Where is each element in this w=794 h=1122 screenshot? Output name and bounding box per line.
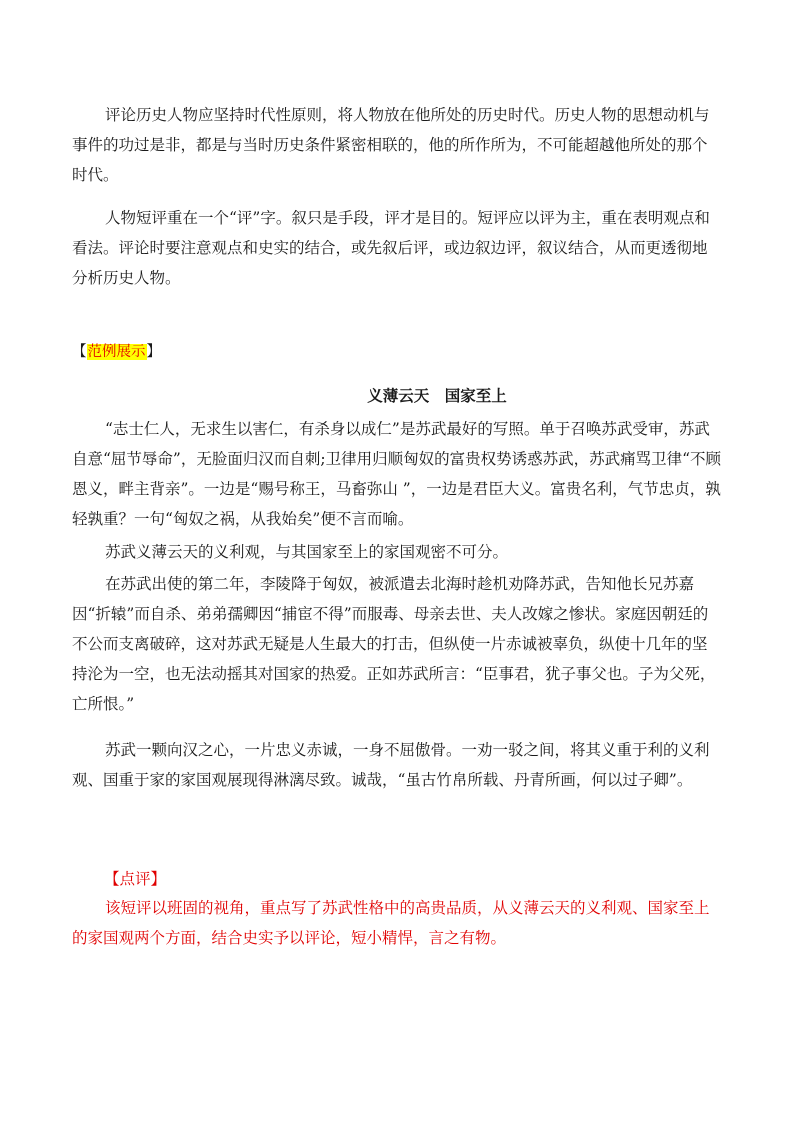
label-bracket-open: 【: [72, 344, 87, 360]
example-label-highlight: 范例展示: [87, 344, 146, 360]
essay-paragraph-3: 在苏武出使的第二年，李陵降于匈奴，被派遣去北海时趁机劝降苏武，告知他长兄苏嘉因“折辕”而自杀、弟弟孺卿因“捕宦不得”而服毒、母亲去世、夫人改嫁之惨状。家庭因朝廷的不公而支离破碎，这对苏武无疑是人生最大的打击，但纵使一片赤诚被辜负，纵使十几年的坚持沦为一空，也无法动摇其对国家的热爱。正如苏武所言：“臣事君，犹子事父也。子为父死，亡所恨。”: [72, 575, 716, 713]
intro-paragraph-1: 评论历史人物应坚持时代性原则，将人物放在他所处的历史时代。历史人物的思想动机与事件的功过是非，都是与当时历史条件紧密相联的，他的所作所为，不可能超越他所处的那个时代。: [72, 106, 710, 184]
essay-title: 义薄云天 国家至上: [367, 386, 507, 405]
label-bracket-close: 】: [146, 344, 161, 360]
essay-paragraph-2: 苏武义薄云天的义利观，与其国家至上的家国观密不可分。: [105, 543, 509, 561]
essay-paragraph-1: “志士仁人，无求生以害仁，有杀身以成仁”是苏武最好的写照。单于召唤苏武受审，苏武自意“屈节辱命”，无脸面归汉而自刺;卫律用归顺匈奴的富贵权势诱惑苏武，苏武痛骂卫律“不顾恩义，畔主背亲”。一边是“赐号称王，马畜弥山 ”，一边是君臣大义。富贵名利，气节忠贞，孰轻孰重？一句“匈奴之祸，从我始矣”便不言而喻。: [72, 420, 721, 528]
review-text: 该短评以班固的视角，重点写了苏武性格中的高贵品质，从义薄云天的义利观、国家至上的家国观两个方面，结合史实予以评论，短小精悍，言之有物。: [72, 899, 710, 947]
essay-paragraph-4: 苏武一颗向汉之心，一片忠义赤诚，一身不屈傲骨。一劝一驳之间，将其义重于利的义利观、国重于家的家国观展现得淋漓尽致。诚哉，“虽古竹帛所载、丹青所画，何以过子卿”。: [72, 741, 710, 789]
intro-paragraph-2: 人物短评重在一个“评”字。叙只是手段，评才是目的。短评应以评为主，重在表明观点和看法。评论时要注意观点和史实的结合，或先叙后评，或边叙边评，叙议结合，从而更透彻地分析历史人物。: [72, 209, 710, 287]
example-section-label: [72, 341, 161, 363]
review-label: 【点评】: [104, 870, 167, 888]
